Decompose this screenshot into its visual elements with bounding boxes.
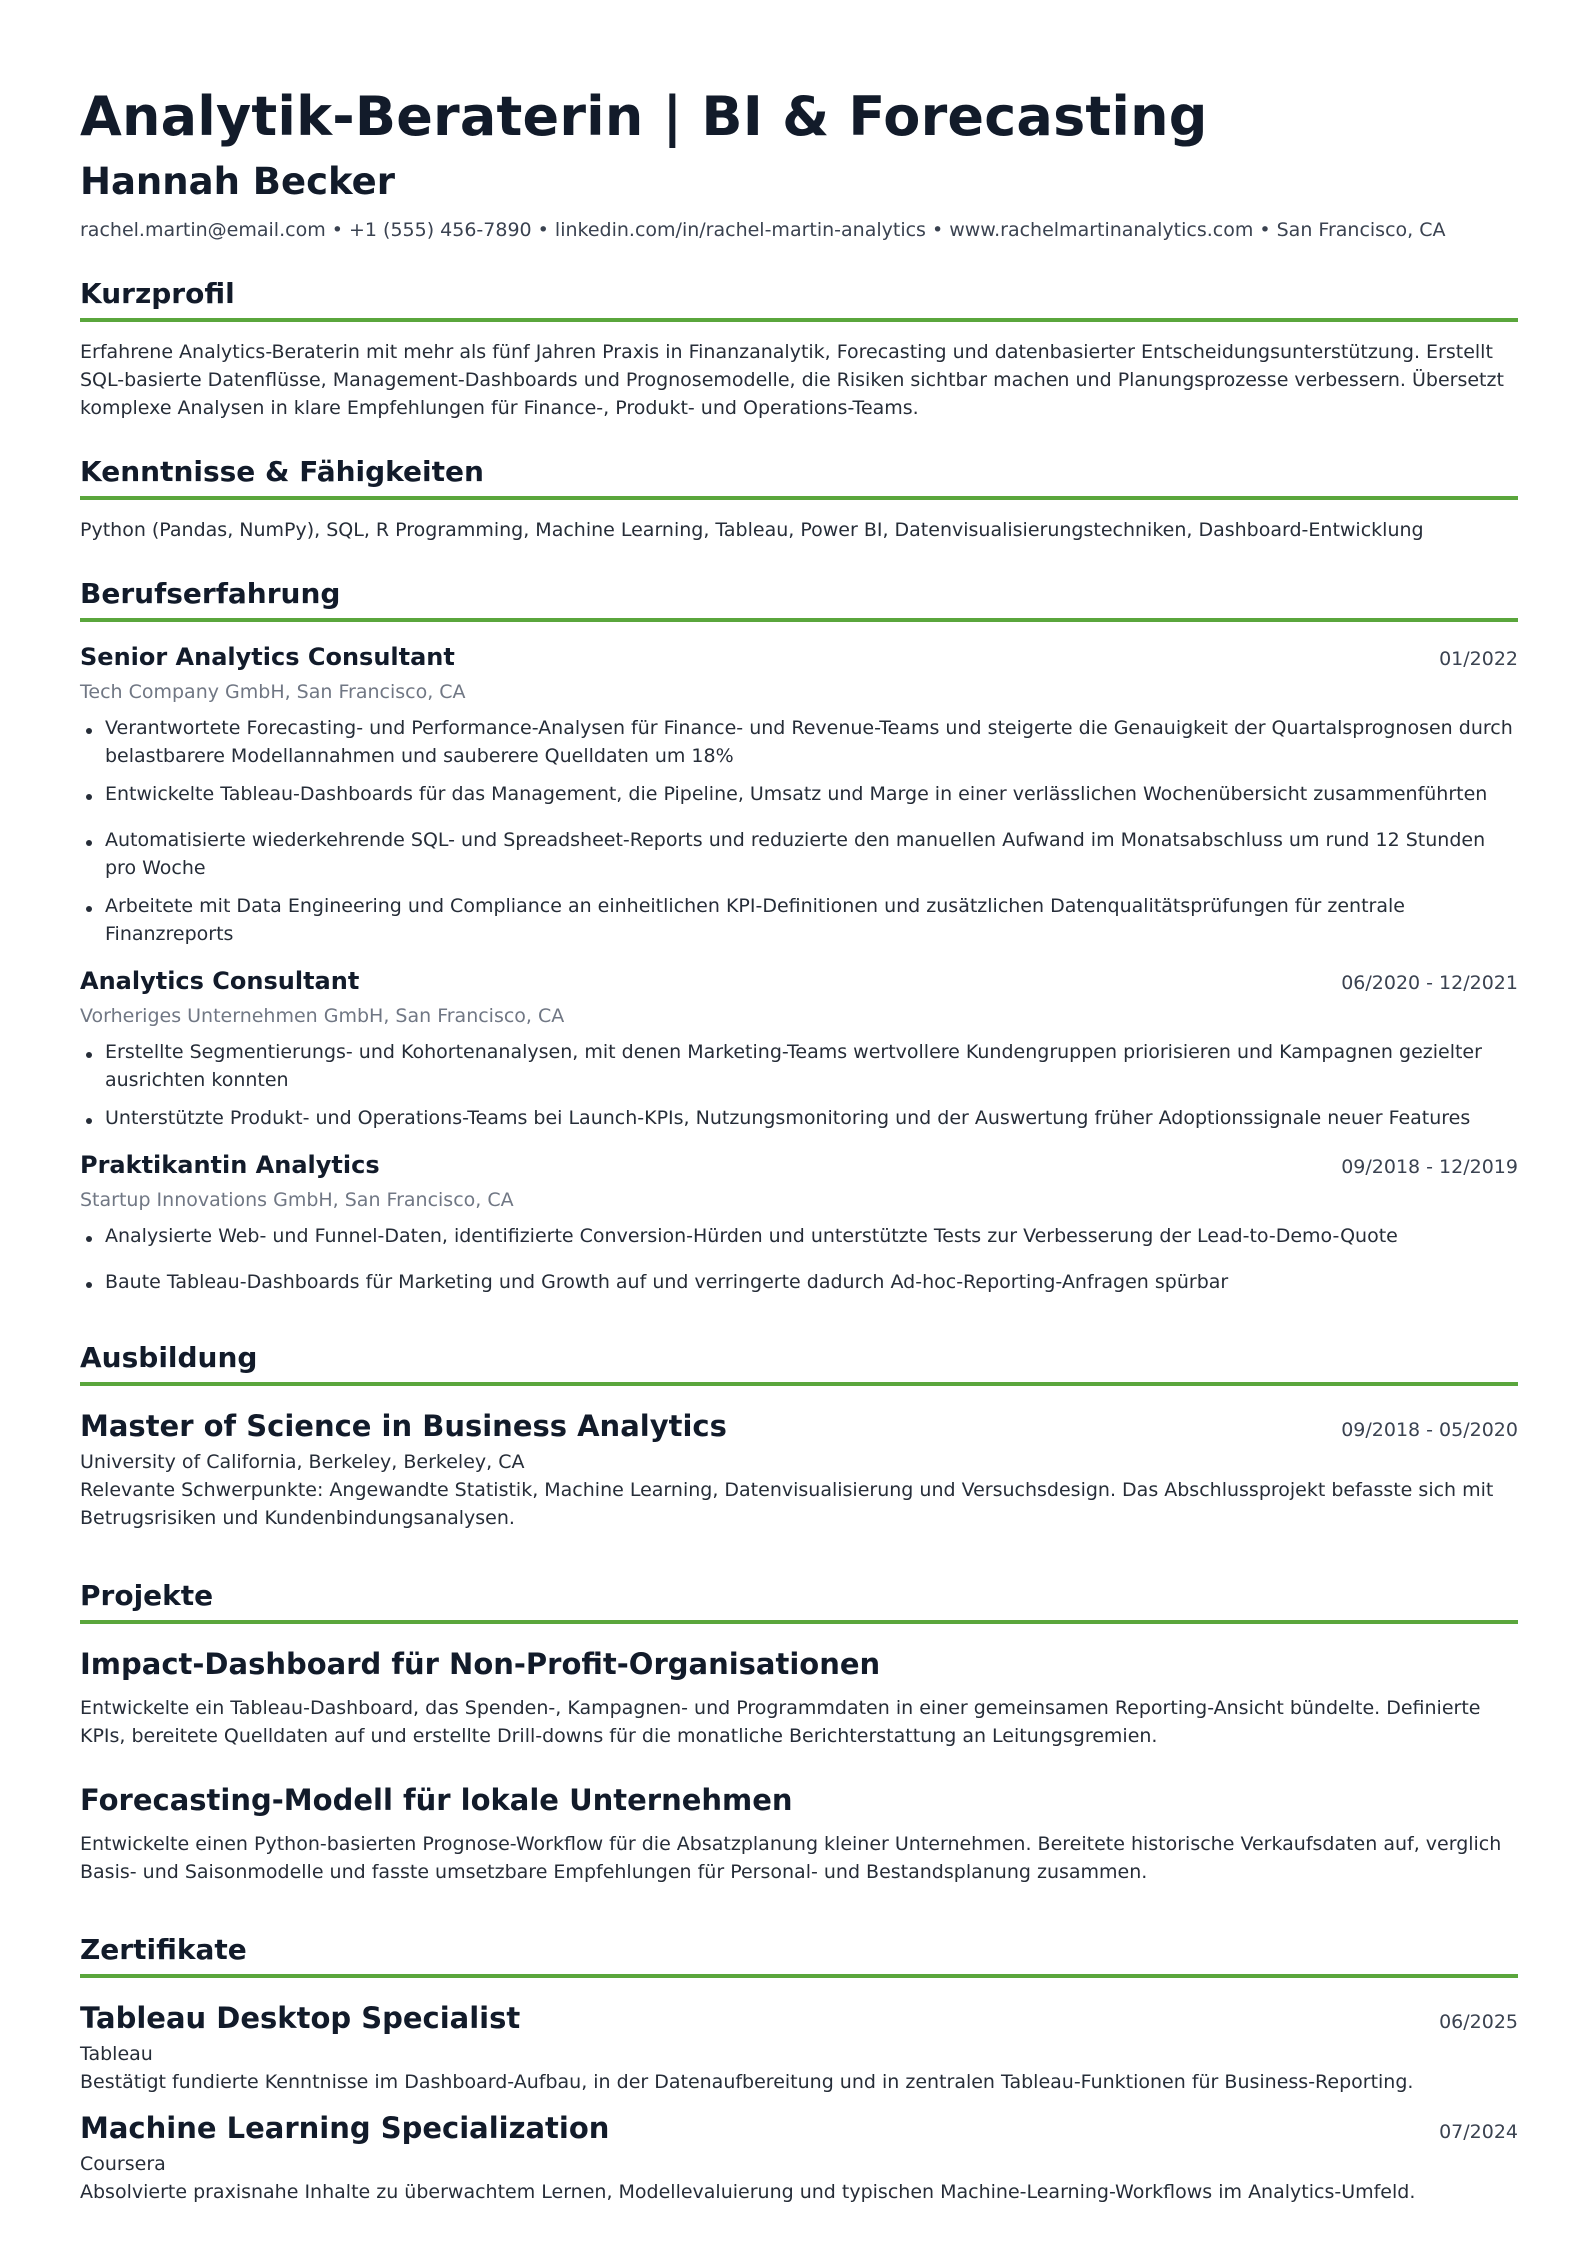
certificate-entry	[80, 1998, 1518, 2096]
certificate-issuer: Tableau	[80, 2043, 153, 2065]
certificate-issuer: Coursera	[80, 2153, 166, 2175]
section-heading-profile: Kurzprofil	[80, 274, 1518, 322]
job-bullet: Analysierte Web- und Funnel-Daten, identifizierte Conversion-Hürden und unterstützte Tests zur Verbesserung der Lead-to-Demo-Quote	[80, 1222, 1518, 1250]
job-company: Startup Innovations GmbH, San Francisco, CA	[80, 1189, 514, 1211]
job-entry	[80, 640, 1518, 948]
job-bullet: Baute Tableau-Dashboards für Marketing und Growth auf und verringerte dadurch Ad-hoc-Reporting-Anfragen spürbar	[80, 1268, 1518, 1296]
section-skills	[80, 452, 1518, 544]
job-bullet: Erstellte Segmentierungs- und Kohortenanalysen, mit denen Marketing-Teams wertvollere Kundengruppen priorisieren und Kampagnen gezielter ausrichten konnten	[80, 1038, 1518, 1094]
job-bullets	[80, 714, 1518, 948]
job-date: 06/2020 - 12/2021	[1341, 972, 1518, 994]
job-company: Tech Company GmbH, San Francisco, CA	[80, 681, 466, 703]
job-bullet: Entwickelte Tableau-Dashboards für das Management, die Pipeline, Umsatz und Marge in einer verlässlichen Wochenübersicht zusammenführten	[80, 780, 1518, 808]
job-bullets	[80, 1222, 1518, 1296]
project-text: Entwickelte einen Python-basierten Prognose-Workflow für die Absatzplanung kleiner Unternehmen. Bereitete historische Verkaufsdaten auf, verglich Basis- und Saisonmodelle und fasste umsetzbare Empfehlungen für Personal- und Bestandsplanung zusammen.	[80, 1833, 1502, 1883]
job-title: Senior Analytics Consultant	[80, 643, 455, 671]
section-experience	[80, 574, 1518, 1296]
education-text: Relevante Schwerpunkte: Angewandte Statistik, Machine Learning, Datenvisualisierung und Versuchsdesign. Das Abschlussprojekt befasste sich mit Betrugsrisiken und Kundenbindungsanalysen.	[80, 1479, 1494, 1529]
project-title: Forecasting-Modell für lokale Unternehmen	[80, 1783, 793, 1817]
resume-content	[80, 82, 1518, 2206]
certificate-text: Absolvierte praxisnahe Inhalte zu überwachtem Lernen, Modellevaluierung und typischen Machine-Learning-Workflows im Analytics-Umfeld.	[80, 2181, 1416, 2203]
section-certificates	[80, 1930, 1518, 2206]
section-profile	[80, 274, 1518, 422]
job-bullets	[80, 1038, 1518, 1132]
job-date: 01/2022	[1439, 648, 1518, 670]
job-entry	[80, 1148, 1518, 1296]
section-projects	[80, 1576, 1518, 1886]
certificate-entry	[80, 2108, 1518, 2206]
school-name: University of California, Berkeley, Berkeley, CA	[80, 1451, 525, 1473]
job-bullet: Arbeitete mit Data Engineering und Compliance an einheitlichen KPI-Definitionen und zusätzlichen Datenqualitätsprüfungen für zentrale Finanzreports	[80, 892, 1518, 948]
education-entry	[80, 1406, 1518, 1532]
job-title: Praktikantin Analytics	[80, 1151, 380, 1179]
section-heading-experience: Berufserfahrung	[80, 574, 1518, 622]
education-date: 09/2018 - 05/2020	[1341, 1419, 1518, 1441]
project-text: Entwickelte ein Tableau-Dashboard, das Spenden-, Kampagnen- und Programmdaten in einer gemeinsamen Reporting-Ansicht bündelte. Definierte KPIs, bereitete Quelldaten auf und erstellte Drill-downs für die monatliche Berichterstattung an Leitungsgremien.	[80, 1697, 1481, 1747]
job-entry	[80, 964, 1518, 1132]
project-entry	[80, 1644, 1518, 1750]
certificate-title: Tableau Desktop Specialist	[80, 2001, 521, 2035]
section-heading-projects: Projekte	[80, 1576, 1518, 1624]
section-heading-skills: Kenntnisse & Fähigkeiten	[80, 452, 1518, 500]
certificate-date: 06/2025	[1439, 2011, 1518, 2033]
job-bullet: Unterstützte Produkt- und Operations-Teams bei Launch-KPIs, Nutzungsmonitoring und der Auswertung früher Adoptionssignale neuer Features	[80, 1104, 1518, 1132]
job-bullet: Automatisierte wiederkehrende SQL- und Spreadsheet-Reports und reduzierte den manuellen Aufwand im Monatsabschluss um rund 12 Stunden pro Woche	[80, 826, 1518, 882]
job-date: 09/2018 - 12/2019	[1341, 1156, 1518, 1178]
certificate-title: Machine Learning Specialization	[80, 2111, 610, 2145]
contact-line: rachel.martin@email.com • +1 (555) 456-7890 • linkedin.com/in/rachel-martin-analytics • www.rachelmartinanalytics.com • San Francisco, CA	[80, 219, 1446, 241]
section-heading-certificates: Zertifikate	[80, 1930, 1518, 1978]
project-title: Impact-Dashboard für Non-Profit-Organisationen	[80, 1647, 881, 1681]
resume-title: Analytik-Beraterin | BI & Forecasting	[80, 85, 1208, 148]
profile-text: Erfahrene Analytics-Beraterin mit mehr als fünf Jahren Praxis in Finanzanalytik, Forecasting und datenbasierter Entscheidungsunterstützung. Erstellt SQL-basierte Datenflüsse, Management-Dashboards und Prognosemodelle, die Risiken sichtbar machen und Planungsprozesse verbessern. Übersetzt komplexe Analysen in klare Empfehlungen für Finance-, Produkt- und Operations-Teams.	[80, 341, 1504, 419]
certificate-date: 07/2024	[1439, 2121, 1518, 2143]
project-entry	[80, 1780, 1518, 1886]
degree-title: Master of Science in Business Analytics	[80, 1409, 727, 1443]
person-name: Hannah Becker	[80, 160, 395, 203]
skills-text: Python (Pandas, NumPy), SQL, R Programming, Machine Learning, Tableau, Power BI, Datenvisualisierungstechniken, Dashboard-Entwicklung	[80, 519, 1424, 541]
certificate-text: Bestätigt fundierte Kenntnisse im Dashboard-Aufbau, in der Datenaufbereitung und in zentralen Tableau-Funktionen für Business-Reporting.	[80, 2071, 1414, 2093]
section-heading-education: Ausbildung	[80, 1338, 1518, 1386]
section-education	[80, 1338, 1518, 1532]
job-company: Vorheriges Unternehmen GmbH, San Francisco, CA	[80, 1005, 565, 1027]
job-title: Analytics Consultant	[80, 967, 360, 995]
job-bullet: Verantwortete Forecasting- und Performance-Analysen für Finance- und Revenue-Teams und steigerte die Genauigkeit der Quartalsprognosen durch belastbarere Modellannahmen und sauberere Quelldaten um 18%	[80, 714, 1518, 770]
